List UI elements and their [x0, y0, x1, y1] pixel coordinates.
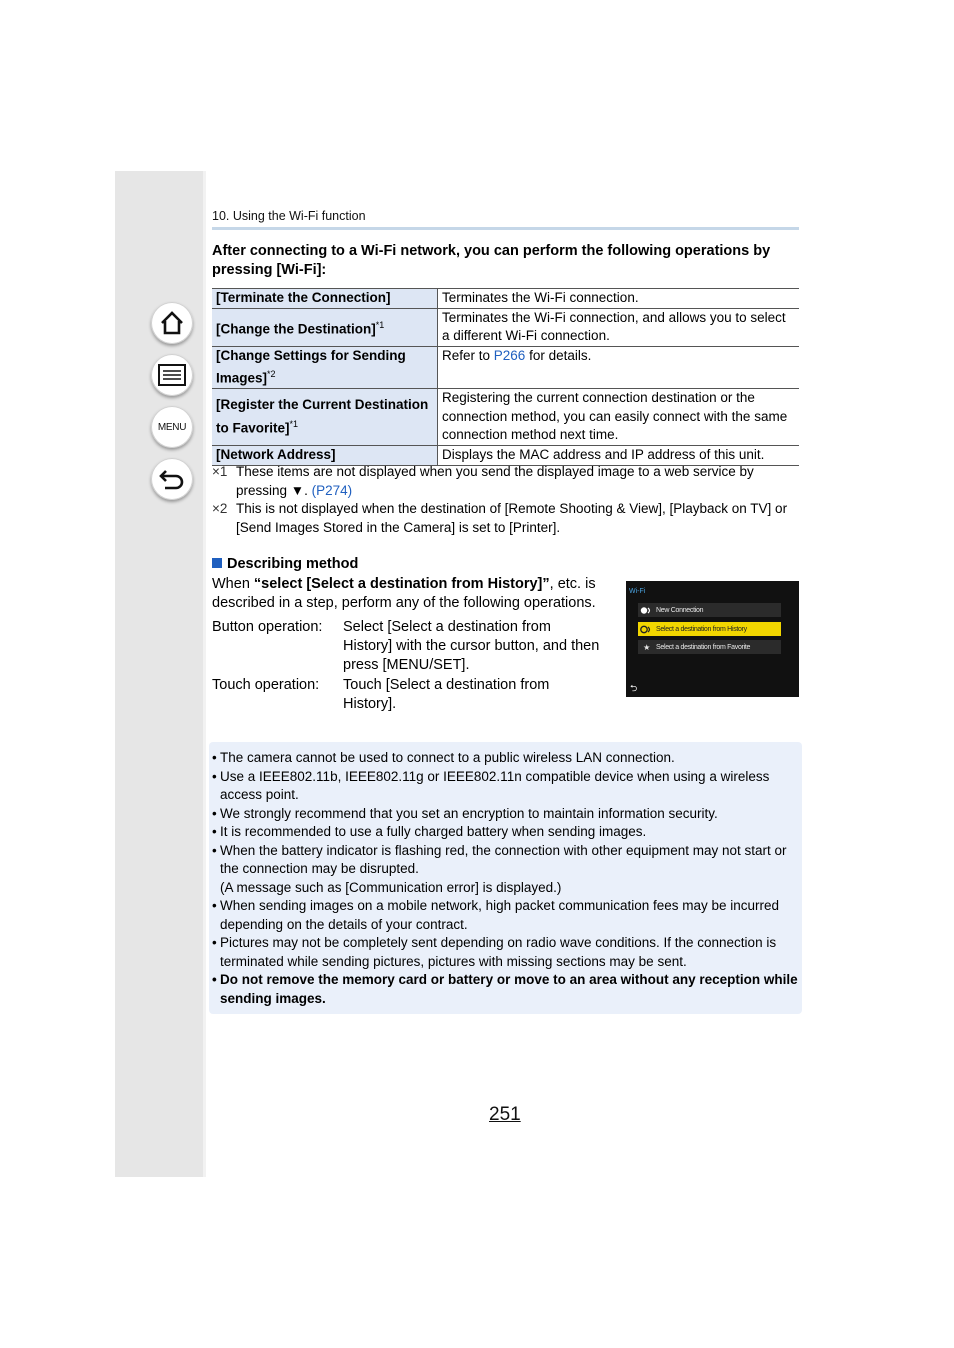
favorite-star-icon: ★: [643, 642, 650, 652]
intro-text: After connecting to a Wi-Fi network, you can perform the following operations by pressing [Wi-Fi]:: [212, 243, 771, 278]
operation-name: [Network Address]: [212, 446, 438, 466]
operation-name: [Change Settings for Sending Images]$^{*2}$: [212, 346, 438, 389]
screen-menu-item: ★ Select a destination from Favorite: [638, 640, 781, 654]
home-button[interactable]: [151, 302, 193, 344]
new-connection-icon: [640, 606, 653, 615]
operation-desc: Terminates the Wi-Fi connection.: [438, 289, 800, 309]
footnote: ×2 This is not displayed when the destination of [Remote Shooting & View], [Playback on TV] or [Send Images Stored in the Camera] is set to [Printer].: [212, 501, 788, 535]
page-number: 251: [489, 1104, 521, 1125]
operation-desc: Terminates the Wi-Fi connection, and allows you to select a different Wi-Fi connection.: [438, 308, 800, 346]
back-arrow-icon: ⮌: [630, 683, 638, 693]
list-item: • Pictures may not be completely sent depending on radio wave conditions. If the connection is terminated while sending pictures, pictures with missing sections may be sent.: [212, 935, 777, 969]
list-item: • When sending images on a mobile network, high packet communication fees may be incurred depending on the details of your contract.: [212, 898, 780, 932]
list-icon: [157, 360, 187, 390]
touch-operation: Touch operation: Touch [Select a destination from History].: [212, 677, 550, 712]
describing-method: [212, 575, 612, 714]
table-row: [212, 308, 799, 346]
camera-screen-image: [626, 581, 799, 697]
back-button[interactable]: [151, 458, 193, 500]
return-icon: [157, 464, 187, 494]
menu-button[interactable]: [151, 406, 193, 448]
operation-desc: Displays the MAC address and IP address of this unit.: [438, 446, 800, 466]
operation-desc: Registering the current connection destination or the connection method, you can easily connect with the same connection method next time.: [438, 389, 800, 446]
table-row: [212, 389, 799, 446]
table-row: [212, 346, 799, 389]
list-item: • The camera cannot be used to connect to a public wireless LAN connection.: [212, 750, 675, 765]
notice-box: [209, 742, 802, 1014]
page-link[interactable]: P266: [493, 347, 526, 363]
operations-table: [212, 288, 799, 466]
screen-menu-item: New Connection: [638, 603, 781, 617]
list-item: • It is recommended to use a fully charged battery when sending images.: [212, 824, 647, 839]
button-operation: Button operation: Select [Select a destination from History] with the cursor button, and then press [MENU/SET].: [212, 619, 600, 673]
list-item: • Use a IEEE802.11b, IEEE802.11g or IEEE802.11n compatible device when using a wireless access point.: [212, 768, 770, 802]
operation-name: [Terminate the Connection]: [212, 289, 438, 309]
operation-name: [Register the Current Destination to Favorite]$^{*1}$: [212, 389, 438, 446]
list-item: • We strongly recommend that you set an encryption to maintain information security.: [212, 805, 718, 821]
table-row: [212, 289, 799, 309]
operation-name: [Change the Destination]$^{*1}$: [212, 308, 438, 346]
section-heading: Describing method: [212, 556, 358, 572]
sub-note: (A message such as [Communication error] is displayed.): [220, 879, 562, 895]
menu-label: MENU: [157, 421, 187, 433]
contents-button[interactable]: [151, 354, 193, 396]
sidebar-edge: [203, 171, 206, 1177]
chapter-header: 10. Using the Wi-Fi function: [212, 209, 366, 223]
method-intro: When “select [Select a destination from History]”, etc. is described in a step, perform any of the following operations.: [212, 576, 596, 611]
page-link[interactable]: (P274): [311, 482, 353, 498]
operation-desc: Refer to P266 for details.: [438, 346, 800, 389]
square-bullet-icon: [212, 558, 222, 568]
history-icon: [640, 625, 653, 634]
footnotes: [212, 463, 802, 537]
screen-menu-item-selected: Select a destination from History: [638, 622, 781, 636]
list-item: • Do not remove the memory card or battery or move to an area without any reception while sending images.: [212, 972, 798, 1006]
header-divider: [212, 227, 799, 230]
screen-title: Wi-Fi: [629, 588, 646, 595]
home-icon: [157, 308, 187, 338]
footnote: ×1 These items are not displayed when you send the displayed image to a web service by pressing ▼. (P274): [212, 464, 754, 498]
list-item: • When the battery indicator is flashing red, the connection with other equipment may not start or the connection may be disrupted. (A message such as [Communication error] is displayed.): [212, 842, 787, 895]
